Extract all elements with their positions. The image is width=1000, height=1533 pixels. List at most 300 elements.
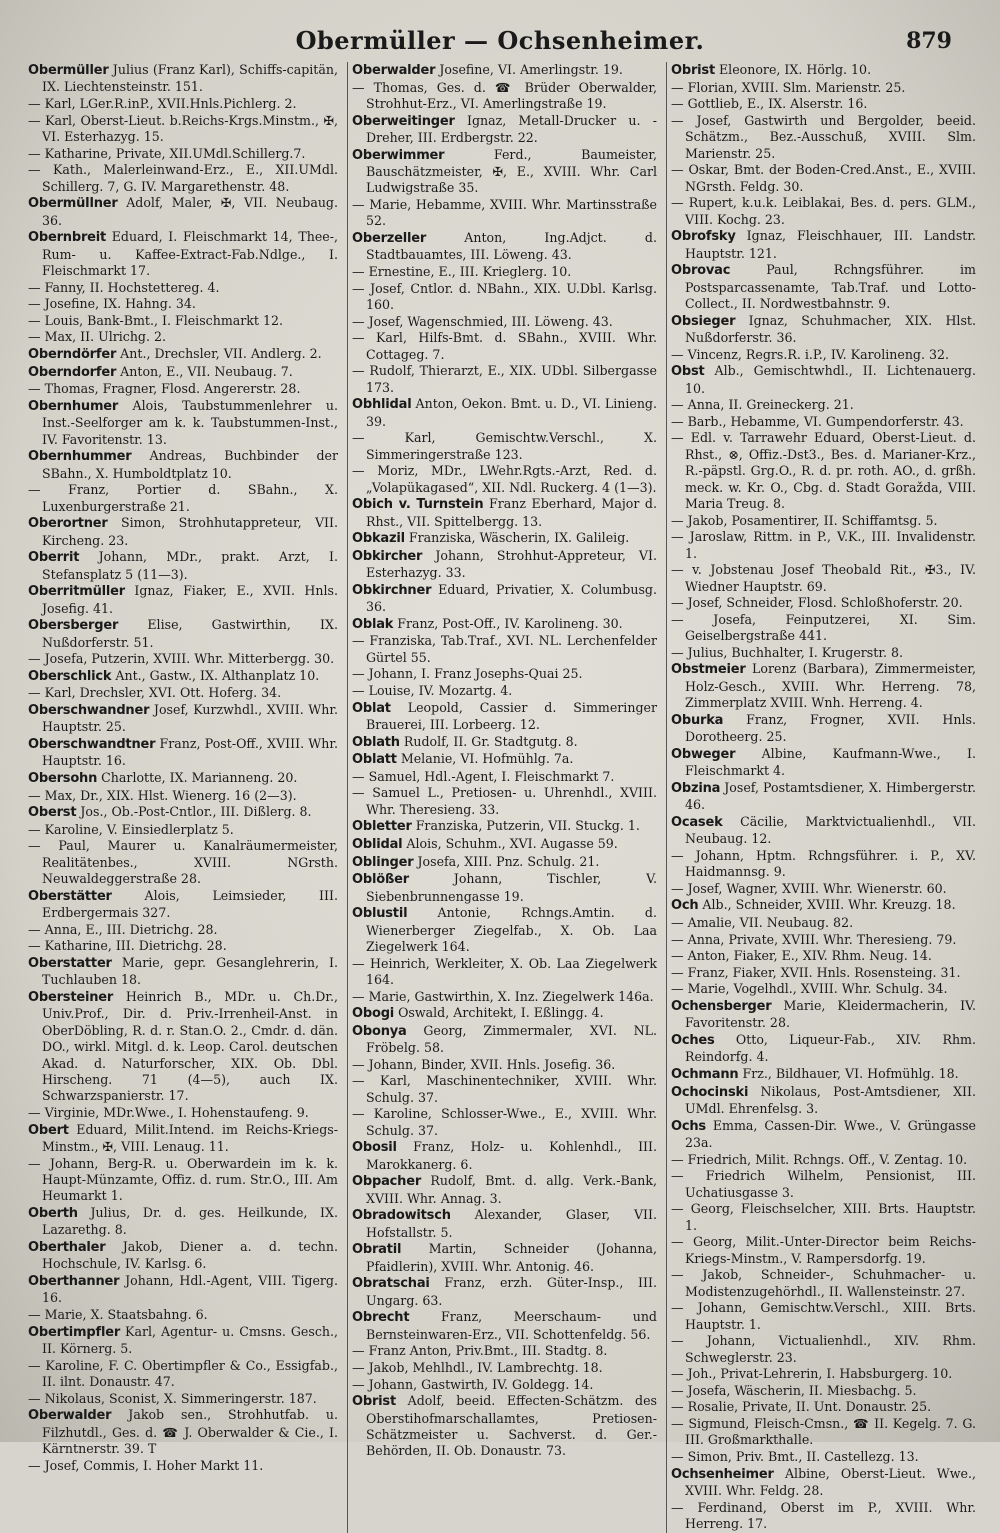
entry-text: Johann, MDr., prakt. Arzt, I. Stefansplatz 5 (11—3). [42,549,338,582]
entry-text: Rudolf, Thierarzt, E., XIX. UDbl. Silbergasse 173. [366,363,657,395]
directory-entry [352,396,657,430]
directory-entry [352,113,657,147]
entry-surname: Oberndorfer [28,364,117,380]
directory-entry [28,1122,338,1156]
entry-text: Franz Eberhard, Major d. Rhst., VII. Spittelbergg. 13. [366,496,657,529]
entry-dash: — [671,1382,688,1398]
entry-surname: Oches [671,1032,715,1048]
directory-subentry [352,1106,657,1139]
directory-subentry [671,397,976,413]
directory-subentry [671,1383,976,1399]
directory-entry [352,548,657,582]
column-1 [28,62,338,1533]
entry-dash: — [28,1390,45,1406]
entry-text: Franz Anton, Priv.Bmt., III. Stadtg. 8. [368,1343,608,1359]
directory-entry [671,62,976,79]
page-header [0,22,1000,62]
entry-dash: — [671,1168,706,1184]
entry-dash: — [671,1499,698,1515]
directory-subentry [352,463,657,496]
entry-text: Rupert, k.u.k. Leiblakai, Bes. d. pers. GLM., VIII. Kochg. 23. [685,195,976,227]
entry-dash: — [671,1201,691,1217]
entry-surname: Oberstatter [28,955,112,971]
entry-text: Ignaz, Fiaker, E., XVII. Hnls. Josefig. 41. [42,583,338,616]
entry-text: Josefine, IX. Hahng. 34. [44,296,196,312]
entry-dash: — [28,651,45,667]
directory-entry [28,989,338,1105]
entry-surname: Oblustil [352,906,408,922]
entry-text: Nikolaus, Sconist, X. Simmeringerstr. 187. [44,1390,317,1406]
directory-entry [671,661,976,711]
entry-text: Marie, Hebamme, XVIII. Whr. Martinsstraße 52. [366,197,657,229]
entry-text: Martin, Schneider (Johanna, Pfaidlerin), XVIII. Whr. Antonig. 46. [366,1241,657,1274]
directory-entry [352,905,657,955]
directory-subentry [671,80,976,96]
entry-dash: — [671,1366,688,1382]
entry-dash: — [28,685,45,701]
entry-dash: — [28,921,45,937]
directory-entry [671,1084,976,1118]
entry-surname: Oberstätter [28,888,112,904]
directory-subentry [352,330,657,363]
directory-entry [28,398,338,448]
directory-subentry [671,848,976,881]
entry-dash: — [671,1399,688,1415]
directory-subentry [671,1333,976,1366]
entry-text: Karl, Agentur- u. Cmsns. Gesch., II. Körnerg. 5. [42,1323,338,1356]
entry-surname: Oberortner [28,516,108,532]
entry-surname: Obkirchner [352,582,432,598]
entry-text: Heinrich, Werkleiter, X. Ob. Laa Ziegelwerk 164. [366,955,657,987]
entry-text: v. Jobstenau Josef Theobald Rit., ✠3., IV. Wiedner Hauptstr. 69. [685,562,976,594]
directory-subentry [671,1449,976,1465]
directory-subentry [28,922,338,938]
directory-entry [671,1466,976,1500]
entry-surname: Obernhumer [28,398,119,414]
directory-subentry [28,1391,338,1407]
entry-dash: — [671,880,688,896]
entry-text: Eduard, Privatier, X. Columbusg. 36. [366,581,657,615]
entry-dash: — [28,162,53,178]
directory-entry [352,1023,657,1057]
directory-subentry [352,1057,657,1073]
directory-entry [352,1139,657,1173]
directory-entry [671,814,976,848]
entry-dash: — [671,644,688,660]
directory-subentry [28,482,338,515]
entry-dash: — [28,482,69,498]
entry-dash: — [352,264,369,279]
entry-surname: Obonya [352,1023,407,1039]
directory-subentry [28,146,338,162]
directory-subentry [28,329,338,345]
entry-dash: — [28,938,45,954]
directory-subentry [671,1500,976,1533]
entry-dash: — [352,463,378,479]
directory-subentry [671,1234,976,1267]
entry-text: Friedrich Wilhelm, Pensionist, III. Uchatiusgasse 3. [685,1168,976,1200]
entry-surname: Obrecht [352,1310,410,1326]
entry-text: Oskar, Bmt. der Boden-Cred.Anst., E., XVIII. NGrsth. Feldg. 30. [685,162,976,194]
directory-subentry [671,932,976,948]
entry-dash: — [671,1151,688,1167]
directory-entry [671,1032,976,1066]
entry-text: Franziska, Wäscherin, IX. Galileig. [404,530,630,546]
entry-dash: — [671,529,690,545]
directory-entry [28,955,338,989]
entry-text: Amalie, VII. Neubaug. 82. [687,914,854,930]
directory-entry [28,448,338,482]
directory-subentry [28,1105,338,1121]
entry-dash: — [671,595,688,611]
directory-subentry [352,633,657,666]
directory-entry [352,1005,657,1022]
entry-dash: — [28,96,45,111]
entry-text: Samuel, Hdl.-Agent, I. Fleischmarkt 7. [368,768,615,784]
entry-surname: Obradowitsch [352,1208,451,1224]
entry-dash: — [671,1333,707,1349]
entry-dash: — [671,1267,703,1283]
entry-dash: — [28,1357,46,1373]
directory-entry [352,751,657,768]
entry-surname: Obernhummer [28,449,132,465]
directory-subentry [352,989,657,1005]
entry-surname: Oblak [352,616,394,632]
entry-surname: Oberschwandner [28,702,150,718]
directory-subentry [352,1343,657,1359]
entry-dash: — [28,1104,45,1120]
entry-surname: Oberwalder [352,63,436,78]
directory-entry [671,1118,976,1152]
entry-text: Florian, XVIII. Slm. Marienstr. 25. [687,79,906,95]
directory-subentry [671,162,976,195]
directory-subentry [671,1152,976,1168]
directory-subentry [671,1416,976,1449]
directory-subentry [671,1366,976,1382]
directory-subentry [671,915,976,931]
directory-subentry [28,113,338,146]
entry-text: Kath., Malerleinwand-Erz., E., XII.UMdl. Schillerg. 7, G. IV. Margarethenstr. 48. [42,162,338,194]
directory-subentry [352,956,657,989]
entry-text: Johann, I. Franz Josephs-Quai 25. [368,666,583,682]
entry-text: Gottlieb, E., IX. Alserstr. 16. [687,96,868,112]
directory-subentry [352,1360,657,1376]
entry-surname: Oberst [28,805,77,821]
directory-entry [352,871,657,905]
directory-subentry [28,938,338,954]
directory-subentry [671,965,976,981]
directory-entry [671,712,976,746]
entry-text: Josefa, Wäscherin, II. Miesbachg. 5. [687,1382,917,1398]
entry-text: Albine, Kaufmann-Wwe., I. Fleischmarkt 4. [685,745,976,779]
entry-text: Karl, Maschinentechniker, XVIII. Whr. Schulg. 37. [366,1073,657,1105]
directory-subentry [671,881,976,897]
entry-text: Johann, Victualienhdl., XIV. Rhm. Schweglerstr. 23. [685,1333,976,1365]
directory-entry [28,888,338,922]
entry-text: Alois, Schuhm., XVI. Augasse 59. [402,835,618,851]
directory-subentry [352,314,657,330]
entry-surname: Ochocinski [671,1084,749,1100]
entry-surname: Ochmann [671,1066,739,1082]
entry-surname: Oberthanner [28,1273,120,1289]
page-number: 879 [906,28,952,54]
entry-surname: Oblath [352,734,400,750]
directory-entry [352,1393,657,1460]
entry-text: Johann, Binder, XVII. Hnls. Josefig. 36. [368,1056,616,1072]
entry-text: Franziska, Tab.Traf., XVI. NL. Lerchenfelder Gürtel 55. [366,633,657,665]
directory-entry [28,583,338,617]
entry-text: Julius, Dr. d. ges. Heilkunde, IX. Lazarethg. 8. [42,1204,338,1238]
directory-subentry [352,785,657,818]
directory-subentry [352,683,657,699]
directory-entry [28,515,338,549]
entry-surname: Oberthaler [28,1239,106,1255]
entry-text: Otto, Liqueur-Fab., XIV. Rhm. Reindorfg. 4. [685,1031,976,1065]
directory-entry [671,313,976,347]
entry-text: Karl, Oberst-Lieut. b.Reichs-Krgs.Minstm., ✠, VI. Esterhazyg. 15. [42,112,338,144]
entry-text: Alois, Taubstummenlehrer u. Inst.-Seelforger am k. k. Taubstummen-Inst., IV. Favoritenstr. 13. [42,397,338,447]
entry-dash: — [671,512,688,528]
directory-subentry [671,612,976,645]
entry-text: Josefa, Putzerin, XVIII. Whr. Mitterbergg. 30. [44,651,335,667]
entry-dash: — [352,1359,369,1375]
entry-surname: Obkircher [352,548,423,564]
entry-text: Johann, Strohhut-Appreteur, VI. Esterhazyg. 33. [366,547,657,581]
directory-subentry [352,264,657,280]
entry-surname: Oberth [28,1205,78,1221]
entry-text: Edl. v. Tarrawehr Eduard, Oberst-Lieut. d. Rhst., ⊗, Offiz.-Dst3., Bes. d. Marianer-Krz., R.-päpstl. Grg.O., R. d. pr. roth. AO., d. grßh. meck. w. Kr. O., Cbg. d. Stadt Goražda, VIII. Maria Treug. 8. [685,430,976,511]
directory-entry [28,1407,338,1457]
entry-text: Antonie, Rchngs.Amtin. d. Wienerberger Ziegelfab., X. Ob. Laa Ziegelwerk 164. [366,905,657,954]
directory-entry [352,496,657,530]
entry-surname: Oblat [352,700,391,716]
directory-subentry [671,113,976,162]
directory-subentry [28,381,338,397]
entry-text: Franz, Holz- u. Kohlenhdl., III. Marokkanerg. 6. [366,1139,657,1172]
entry-text: Ignaz, Schuhmacher, XIX. Hlst. Nußdorferstr. 36. [685,312,976,345]
entry-text: Fanny, II. Hochstettereg. 4. [44,279,220,295]
entry-text: Joh., Privat-Lehrerin, I. Habsburgerg. 10. [687,1366,953,1382]
directory-entry [352,1309,657,1343]
directory-subentry [671,645,976,661]
entry-dash: — [352,988,369,1004]
entry-text: Franz, Frogner, XVII. Hnls. Dorotheerg. 25. [685,711,976,745]
directory-subentry [671,347,976,363]
entry-text: Albine, Oberst-Lieut. Wwe., XVIII. Whr. Feldg. 28. [685,1465,976,1498]
entry-surname: Oberwalder [28,1408,112,1424]
entry-text: Vincenz, Regrs.R. i.P., IV. Karolineng. 32. [687,346,950,362]
directory-entry [28,549,338,583]
directory-entry [352,1173,657,1207]
entry-surname: Obertimpfler [28,1324,121,1340]
directory-entry [28,229,338,279]
entry-dash: — [352,79,374,95]
entry-text: Anton, Ing.Adjct. d. Stadtbauamtes, III. Löweng. 43. [366,230,657,263]
entry-dash: — [671,112,697,128]
entry-dash: — [352,330,376,346]
entry-surname: Obratschai [352,1276,430,1292]
entry-dash: — [352,430,405,446]
directory-subentry [671,1168,976,1201]
entry-surname: Obletter [352,819,412,835]
entry-dash: — [352,1343,369,1359]
entry-text: Josef, Wagner, XVIII. Whr. Wienerstr. 60. [687,880,947,896]
entry-text: Johann, Hdl.-Agent, VIII. Tigerg. 16. [42,1272,338,1306]
directory-entry [671,780,976,814]
directory-subentry [671,430,976,512]
directory-subentry [352,363,657,396]
entry-dash: — [28,329,45,345]
entry-text: Anton, Fiaker, E., XIV. Rhm. Neug. 14. [687,948,932,964]
entry-dash: — [671,346,688,362]
running-head: Obermüller — Ochsenheimer. [295,26,705,55]
directory-subentry [28,280,338,296]
entry-surname: Obert [28,1122,69,1138]
directory-entry [352,62,657,79]
directory-entry [28,617,338,651]
directory-subentry [671,414,976,430]
directory-entry [671,363,976,397]
entry-text: Anna, II. Greineckerg. 21. [687,397,854,413]
entry-surname: Obersohn [28,770,98,786]
entry-surname: Oberzeller [352,231,427,246]
directory-subentry [28,788,338,804]
entry-dash: — [352,1073,380,1089]
entry-dash: — [671,1415,689,1431]
entry-surname: Ochensberger [671,998,772,1014]
entry-surname: Ocasek [671,814,723,830]
entry-dash: — [28,381,45,397]
directory-entry [352,836,657,853]
column-2 [347,62,657,1533]
entry-text: Jakob sen., Strohhutfab. u. Filzhutdl., Ges. d. ☎ J. Oberwalder & Cie., I. Kärntnerstr. 39. T [42,1407,338,1456]
entry-text: Katharine, III. Dietrichg. 28. [44,938,227,954]
entry-dash: — [28,312,45,328]
entry-dash: — [671,1448,688,1464]
entry-text: Georg, Zimmermaler, XVI. NL. Fröbelg. 58. [366,1022,657,1056]
entry-surname: Oberweitinger [352,113,455,129]
entry-surname: Obernbreit [28,230,107,246]
entry-text: Ant., Gastw., IX. Althanplatz 10. [111,667,320,683]
entry-text: Ferdinand, Oberst im P., XVIII. Whr. Herreng. 17. [685,1499,976,1531]
entry-surname: Oblinger [352,854,414,870]
entry-surname: Obosil [352,1140,397,1156]
directory-entry [28,1239,338,1273]
entry-text: Georg, Fleischselcher, XIII. Brts. Hauptstr. 1. [685,1201,976,1233]
directory-entry [28,195,338,229]
entry-surname: Obrist [671,63,715,78]
entry-text: Alb., Gemischtwhdl., II. Lichtenauerg. 10. [685,363,976,396]
entry-text: Jos., Ob.-Post-Cntlor., III. Dißlerg. 8. [76,804,312,820]
directory-subentry [28,838,338,887]
directory-subentry [352,1377,657,1393]
entry-text: Franz, erzh. Güter-Insp., III. Ungarg. 63. [366,1275,657,1308]
entry-dash: — [671,413,688,429]
entry-surname: Obich v. Turnstein [352,497,484,513]
entry-text: Oswald, Architekt, I. Eßlingg. 4. [394,1005,604,1021]
entry-dash: — [28,1306,45,1322]
entry-surname: Oberndörfer [28,346,117,362]
entry-dash: — [671,964,688,980]
entry-dash: — [28,821,45,837]
directory-subentry [671,948,976,964]
directory-subentry [352,666,657,682]
entry-text: Lorenz (Barbara), Zimmermeister, Holz-Gesch., XVIII. Whr. Herreng. 78, Zimmerplatz XVIII. Wnh. Herreng. 4. [685,661,976,711]
entry-dash: — [671,1300,698,1316]
directory-entry [352,230,657,264]
entry-text: Samuel L., Pretiosen- u. Uhrenhdl., XVIII. Whr. Theresieng. 33. [366,785,657,817]
entry-surname: Oberritmüller [28,584,126,600]
entry-text: Johann, Tischler, V. Siebenbrunnengasse 19. [366,871,657,904]
entry-text: Marie, Gastwirthin, X. Inz. Ziegelwerk 146a. [368,988,654,1004]
entry-text: Rosalie, Private, II. Unt. Donaustr. 25. [687,1399,932,1415]
entry-text: Julius (Franz Karl), Schiffs-capitän, IX. Liechtensteinstr. 151. [42,62,338,95]
entry-text: Melanie, VI. Hofmühlg. 7a. [396,751,574,767]
entry-dash: — [671,162,689,178]
entry-text: Ernestine, E., III. Krieglerg. 10. [368,264,572,279]
directory-subentry [352,430,657,463]
entry-text: Jakob, Diener a. d. techn. Hochschule, IV. Karlsg. 6. [42,1238,338,1272]
directory-subentry [28,651,338,667]
entry-text: Alb., Schneider, XVIII. Whr. Kreuzg. 18. [698,897,956,913]
entry-text: Virginie, MDr.Wwe., I. Hohenstaufeng. 9. [44,1104,309,1120]
entry-text: Rudolf, Bmt. d. allg. Verk.-Bank, XVIII. Whr. Annag. 3. [366,1173,657,1206]
entry-dash: — [352,666,369,682]
directory-subentry [28,1156,338,1205]
entry-dash: — [352,1376,369,1392]
entry-text: Karl, Drechsler, XVI. Ott. Hoferg. 34. [44,685,282,701]
entry-dash: — [28,1155,50,1171]
directory-subentry [28,822,338,838]
entry-text: Ferd., Baumeister, Bauschätzmeister, ✠, E., XVIII. Whr. Carl Ludwigstraße 35. [366,146,657,196]
entry-text: Anna, E., III. Dietrichg. 28. [44,921,218,937]
entry-dash: — [352,280,371,296]
entry-text: Alois, Leimsieder, III. Erdbergermais 327. [42,887,338,921]
entry-dash: — [352,955,371,971]
entry-surname: Obstmeier [671,662,746,678]
directory-entry [28,364,338,381]
entry-text: Jakob, Schneider-, Schuhmacher- u. Modistenzugehörhdl., II. Wallensteinstr. 27. [685,1267,976,1299]
entry-surname: Oblatt [352,752,397,768]
entry-dash: — [352,1106,374,1122]
entry-surname: Oblidal [352,836,403,852]
directory-subentry [671,1399,976,1415]
entry-dash: — [28,787,45,803]
entry-text: Johann, Gemischtw.Verschl., XIII. Brts. Hauptstr. 1. [685,1300,976,1332]
directory-entry [671,262,976,312]
directory-entry [671,1066,976,1083]
directory-entry [28,346,338,363]
entry-text: Jakob, Mehlhdl., IV. Lambrechtg. 18. [368,1359,603,1375]
entry-text: Max, II. Ulrichg. 2. [44,329,167,345]
entry-dash: — [352,633,370,649]
entry-surname: Obst [671,364,705,380]
directory-subentry [671,513,976,529]
entry-dash: — [28,296,45,312]
entry-text: Ignaz, Fleischhauer, III. Landstr. Hauptstr. 121. [685,228,976,261]
directory-subentry [671,1201,976,1234]
directory-subentry [671,562,976,595]
directory-subentry [671,1300,976,1333]
entry-dash: — [28,279,45,295]
directory-subentry [28,1307,338,1323]
entry-text: Frz., Bildhauer, VI. Hofmühlg. 18. [738,1065,959,1081]
entry-surname: Ochsenheimer [671,1466,774,1482]
entry-dash: — [352,1056,369,1072]
entry-dash: — [671,397,688,413]
entry-text: Josef, Cntlor. d. NBahn., XIX. U.Dbl. Karlsg. 160. [366,280,657,312]
entry-text: Eleonore, IX. Hörlg. 10. [714,62,872,77]
